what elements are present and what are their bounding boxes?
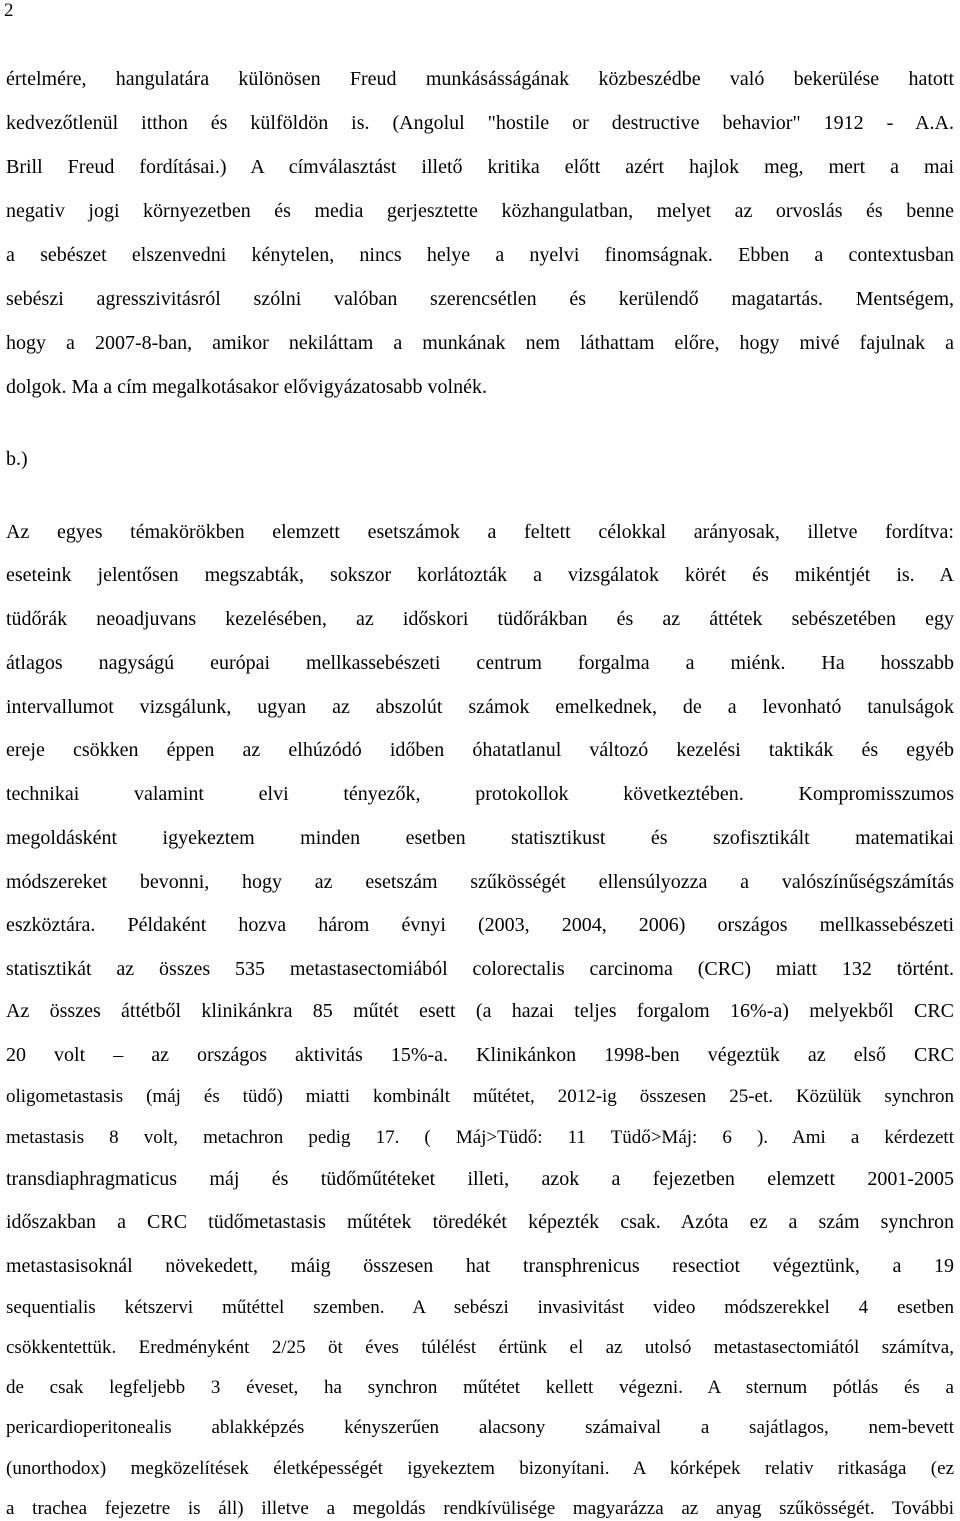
text-line: de csak legfeljebb 3 éveset, ha synchron műtétet kellett végezni. A sternum pótlás és a (6, 1377, 954, 1398)
text-line: pericardioperitonealis ablakképzés kényszerűen alacsony számaival a sajátlagos, nem-bevett (6, 1417, 954, 1438)
text-line: átlagos nagyságú európai mellkassebészeti centrum forgalma a miénk. Ha hosszabb (6, 652, 954, 674)
text-line: sebészi agresszivitásról szólni valóban szerencsétlen és kerülendő magatartás. Mentségem, (6, 288, 954, 310)
text-line: Brill Freud fordításai.) A címválasztást illető kritika előtt azért hajlok meg, mert a mai (6, 156, 954, 178)
text-line: kedvezőtlenül itthon és külföldön is. (Angolul "hostile or destructive behavior" 1912 - A.A. (6, 112, 954, 134)
section-heading: b.) (6, 448, 28, 470)
text-line: csökkentettük. Eredményként 2/25 öt éves túlélést értünk el az utolsó metastasectomiától számítva, (6, 1337, 954, 1358)
text-line: időszakban a CRC tüdőmetastasis műtétek töredékét képezték csak. Azóta ez a szám synchron (6, 1211, 954, 1233)
text-line: negativ jogi környezetben és media gerjesztette közhangulatban, melyet az orvoslás és benne (6, 200, 954, 222)
text-line: sequentialis kétszervi műtéttel szemben. A sebészi invasivitást video módszerekkel 4 esetben (6, 1297, 954, 1318)
text-line: a trachea fejezetre is áll) illetve a megoldás rendkívülisége magyarázza az anyag szűkösségét. További (6, 1498, 954, 1519)
text-line: eszköztára. Példaként hozva három évnyi (2003, 2004, 2006) országos mellkassebészeti (6, 914, 954, 936)
text-line: ereje csökken éppen az elhúzódó időben óhatatlanul változó kezelési taktikák és egyéb (6, 739, 954, 761)
page-number: 2 (4, 0, 14, 21)
text-line: hogy a 2007-8-ban, amikor nekiláttam a munkának nem láthattam előre, hogy mivé fajulnak a (6, 332, 954, 354)
text-line: megoldásként igyekeztem minden esetben statisztikust és szofisztikált matematikai (6, 827, 954, 849)
text-line: intervallumot vizsgálunk, ugyan az abszolút számok emelkednek, de a levonható tanulságok (6, 696, 954, 718)
text-line: metastasis 8 volt, metachron pedig 17. ( Máj>Tüdő: 11 Tüdő>Máj: 6 ). Ami a kérdezett (6, 1127, 954, 1148)
text-line: a sebészet elszenvedni kénytelen, nincs helye a nyelvi finomságnak. Ebben a contextusban (6, 244, 954, 266)
text-line: transdiaphragmaticus máj és tüdőműtéteket illeti, azok a fejezetben elemzett 2001-2005 (6, 1168, 954, 1190)
text-line: eseteink jelentősen megszabták, sokszor korlátozták a vizsgálatok körét és mikéntjét is. A (6, 564, 954, 586)
text-line: módszereket bevonni, hogy az esetszám szűkösségét ellensúlyozza a valószínűségszámítás (6, 871, 954, 893)
text-line: Az egyes témakörökben elemzett esetszámok a feltett célokkal arányosak, illetve fordítva: (6, 521, 954, 543)
text-line: metastasisoknál növekedett, máig összesen hat transphrenicus resectiot végeztünk, a 19 (6, 1255, 954, 1277)
text-line: tüdőrák neoadjuvans kezelésében, az időskori tüdőrákban és az áttétek sebészetében egy (6, 608, 954, 630)
text-line: (unorthodox) megközelítések életképességét igyekeztem bizonyítani. A kórképek relativ ritkasága (ez (6, 1458, 954, 1479)
text-line: Az összes áttétből klinikánkra 85 műtét esett (a hazai teljes forgalom 16%-a) melyekből CRC (6, 1000, 954, 1022)
text-line: értelmére, hangulatára különösen Freud munkásásságának közbeszédbe való bekerülése hatott (6, 68, 954, 90)
text-line: dolgok. Ma a cím megalkotásakor elővigyázatosabb volnék. (6, 376, 487, 398)
text-line: statisztikát az összes 535 metastasectomiából colorectalis carcinoma (CRC) miatt 132 történt. (6, 958, 954, 980)
text-line: oligometastasis (máj és tüdő) miatti kombinált műtétet, 2012-ig összesen 25-et. Közülük synchron (6, 1086, 954, 1107)
text-line: technikai valamint elvi tényezők, protokollok következtében. Kompromisszumos (6, 783, 954, 805)
text-line: 20 volt – az országos aktivitás 15%-a. Klinikánkon 1998-ben végeztük az első CRC (6, 1044, 954, 1066)
